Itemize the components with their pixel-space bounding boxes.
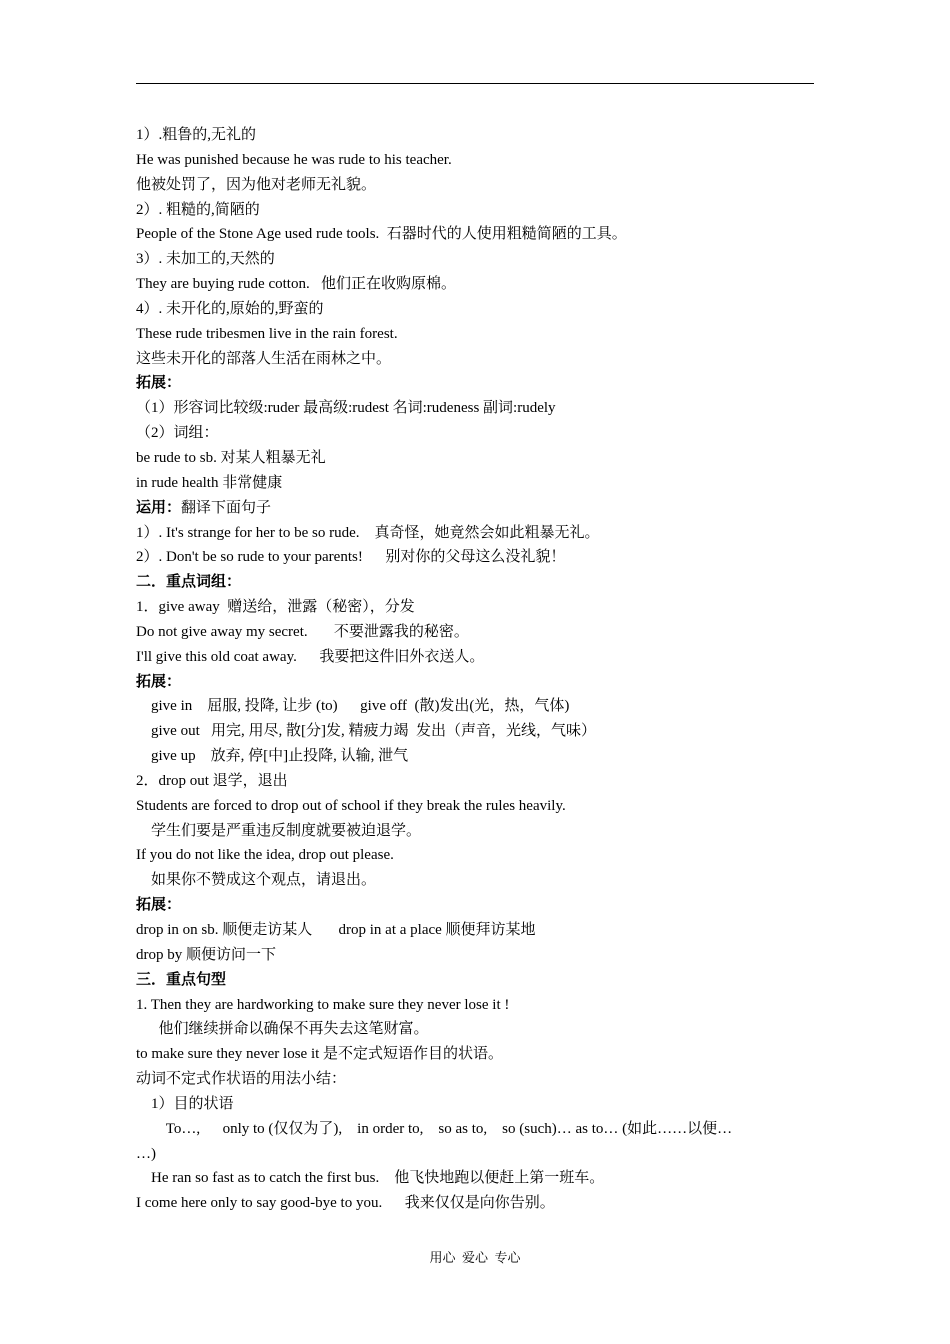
text-line: give out 用完, 用尽, 散[分]发, 精疲力竭 发出（声音，光线，气味） <box>136 723 596 740</box>
text-line: 2）. Don't be so rude to your parents! 别对你的父母这么没礼貌！ <box>136 549 566 566</box>
text-line: 3）. 未加工的,天然的 <box>136 251 275 268</box>
text-line: If you do not like the idea, drop out please. <box>136 847 394 864</box>
text-line: 他们继续拼命以确保不再失去这笔财富。 <box>136 1021 429 1038</box>
text-line: Students are forced to drop out of school if they break the rules heavily. <box>136 797 566 814</box>
text-line: Do not give away my secret. 不要泄露我的秘密。 <box>136 623 469 640</box>
text-line: He was punished because he was rude to his teacher. <box>136 151 452 168</box>
text-line: give up 放弃, 停[中]止投降, 认输, 泄气 <box>136 748 409 765</box>
section-heading: 拓展： <box>136 673 182 690</box>
text-line: to make sure they never lose it 是不定式短语作目的状语。 <box>136 1046 504 1063</box>
text-line: 4）. 未开化的,原始的,野蛮的 <box>136 300 324 317</box>
text-line: （2）词组： <box>136 425 219 442</box>
text-line: drop in on sb. 顺便走访某人 drop in at a place 顺便拜访某地 <box>136 922 536 938</box>
text-line: 动词不定式作状语的用法小结： <box>136 1071 347 1088</box>
text-line: give in 屈服, 投降, 让步 (to) give off (散)发出(光，热，气体) <box>136 698 570 715</box>
section-heading: 拓展： <box>136 375 182 392</box>
text-line: drop by 顺便访问一下 <box>136 946 276 963</box>
text-line: in rude health 非常健康 <box>136 474 283 491</box>
text-line: They are buying rude cotton. 他们正在收购原棉。 <box>136 276 456 293</box>
text-line: 2．drop out 退学，退出 <box>136 772 288 789</box>
text-line: 这些未开化的部落人生活在雨林之中。 <box>136 350 392 367</box>
text-line: People of the Stone Age used rude tools. 石器时代的人使用粗糙简陋的工具。 <box>136 226 627 243</box>
header-rule <box>136 83 814 84</box>
text-line: 1）.粗鲁的,无礼的 <box>136 127 257 143</box>
section-heading: 拓展： <box>136 897 182 914</box>
text-line: 学生们要是严重违反制度就要被迫退学。 <box>136 822 422 839</box>
text-line: 1）目的状语 <box>136 1095 234 1112</box>
text-line: …) <box>136 1145 156 1162</box>
text-line: These rude tribesmen live in the rain forest. <box>136 325 398 342</box>
text-line: 1．give away 赠送给，泄露（秘密），分发 <box>136 599 415 616</box>
page-footer: 用心 爱心 专心 <box>429 1250 521 1265</box>
document-body <box>136 123 814 1216</box>
text-line: 1. Then they are hardworking to make sure they never lose it ! <box>136 996 510 1013</box>
text-line: be rude to sb. 对某人粗暴无礼 <box>136 449 326 466</box>
section-heading: 二．重点词组： <box>136 574 242 591</box>
text-line: （1）形容词比较级:ruder 最高级:rudest 名词:rudeness 副词:rudely <box>136 400 556 417</box>
text-line: He ran so fast as to catch the first bus. 他飞快地跑以便赶上第一班车。 <box>136 1170 605 1187</box>
text-line: 他被处罚了，因为他对老师无礼貌。 <box>136 176 377 193</box>
text-line: 1）. It's strange for her to be so rude. 真奇怪，她竟然会如此粗暴无礼。 <box>136 524 600 541</box>
section-heading: 三．重点句型 <box>136 971 227 988</box>
text-line: 运用：翻译下面句子 <box>136 499 272 516</box>
text-line: To…, only to (仅仅为了), in order to, so as to, so (such)… as to… (如此……以便… <box>136 1120 733 1137</box>
text-line: 如果你不赞成这个观点，请退出。 <box>136 872 377 889</box>
text-line: I'll give this old coat away. 我要把这件旧外衣送人。 <box>136 648 485 665</box>
text-line: I come here only to say good-bye to you. 我来仅仅是向你告别。 <box>136 1195 555 1212</box>
text-line: 2）. 粗糙的,简陋的 <box>136 201 260 218</box>
